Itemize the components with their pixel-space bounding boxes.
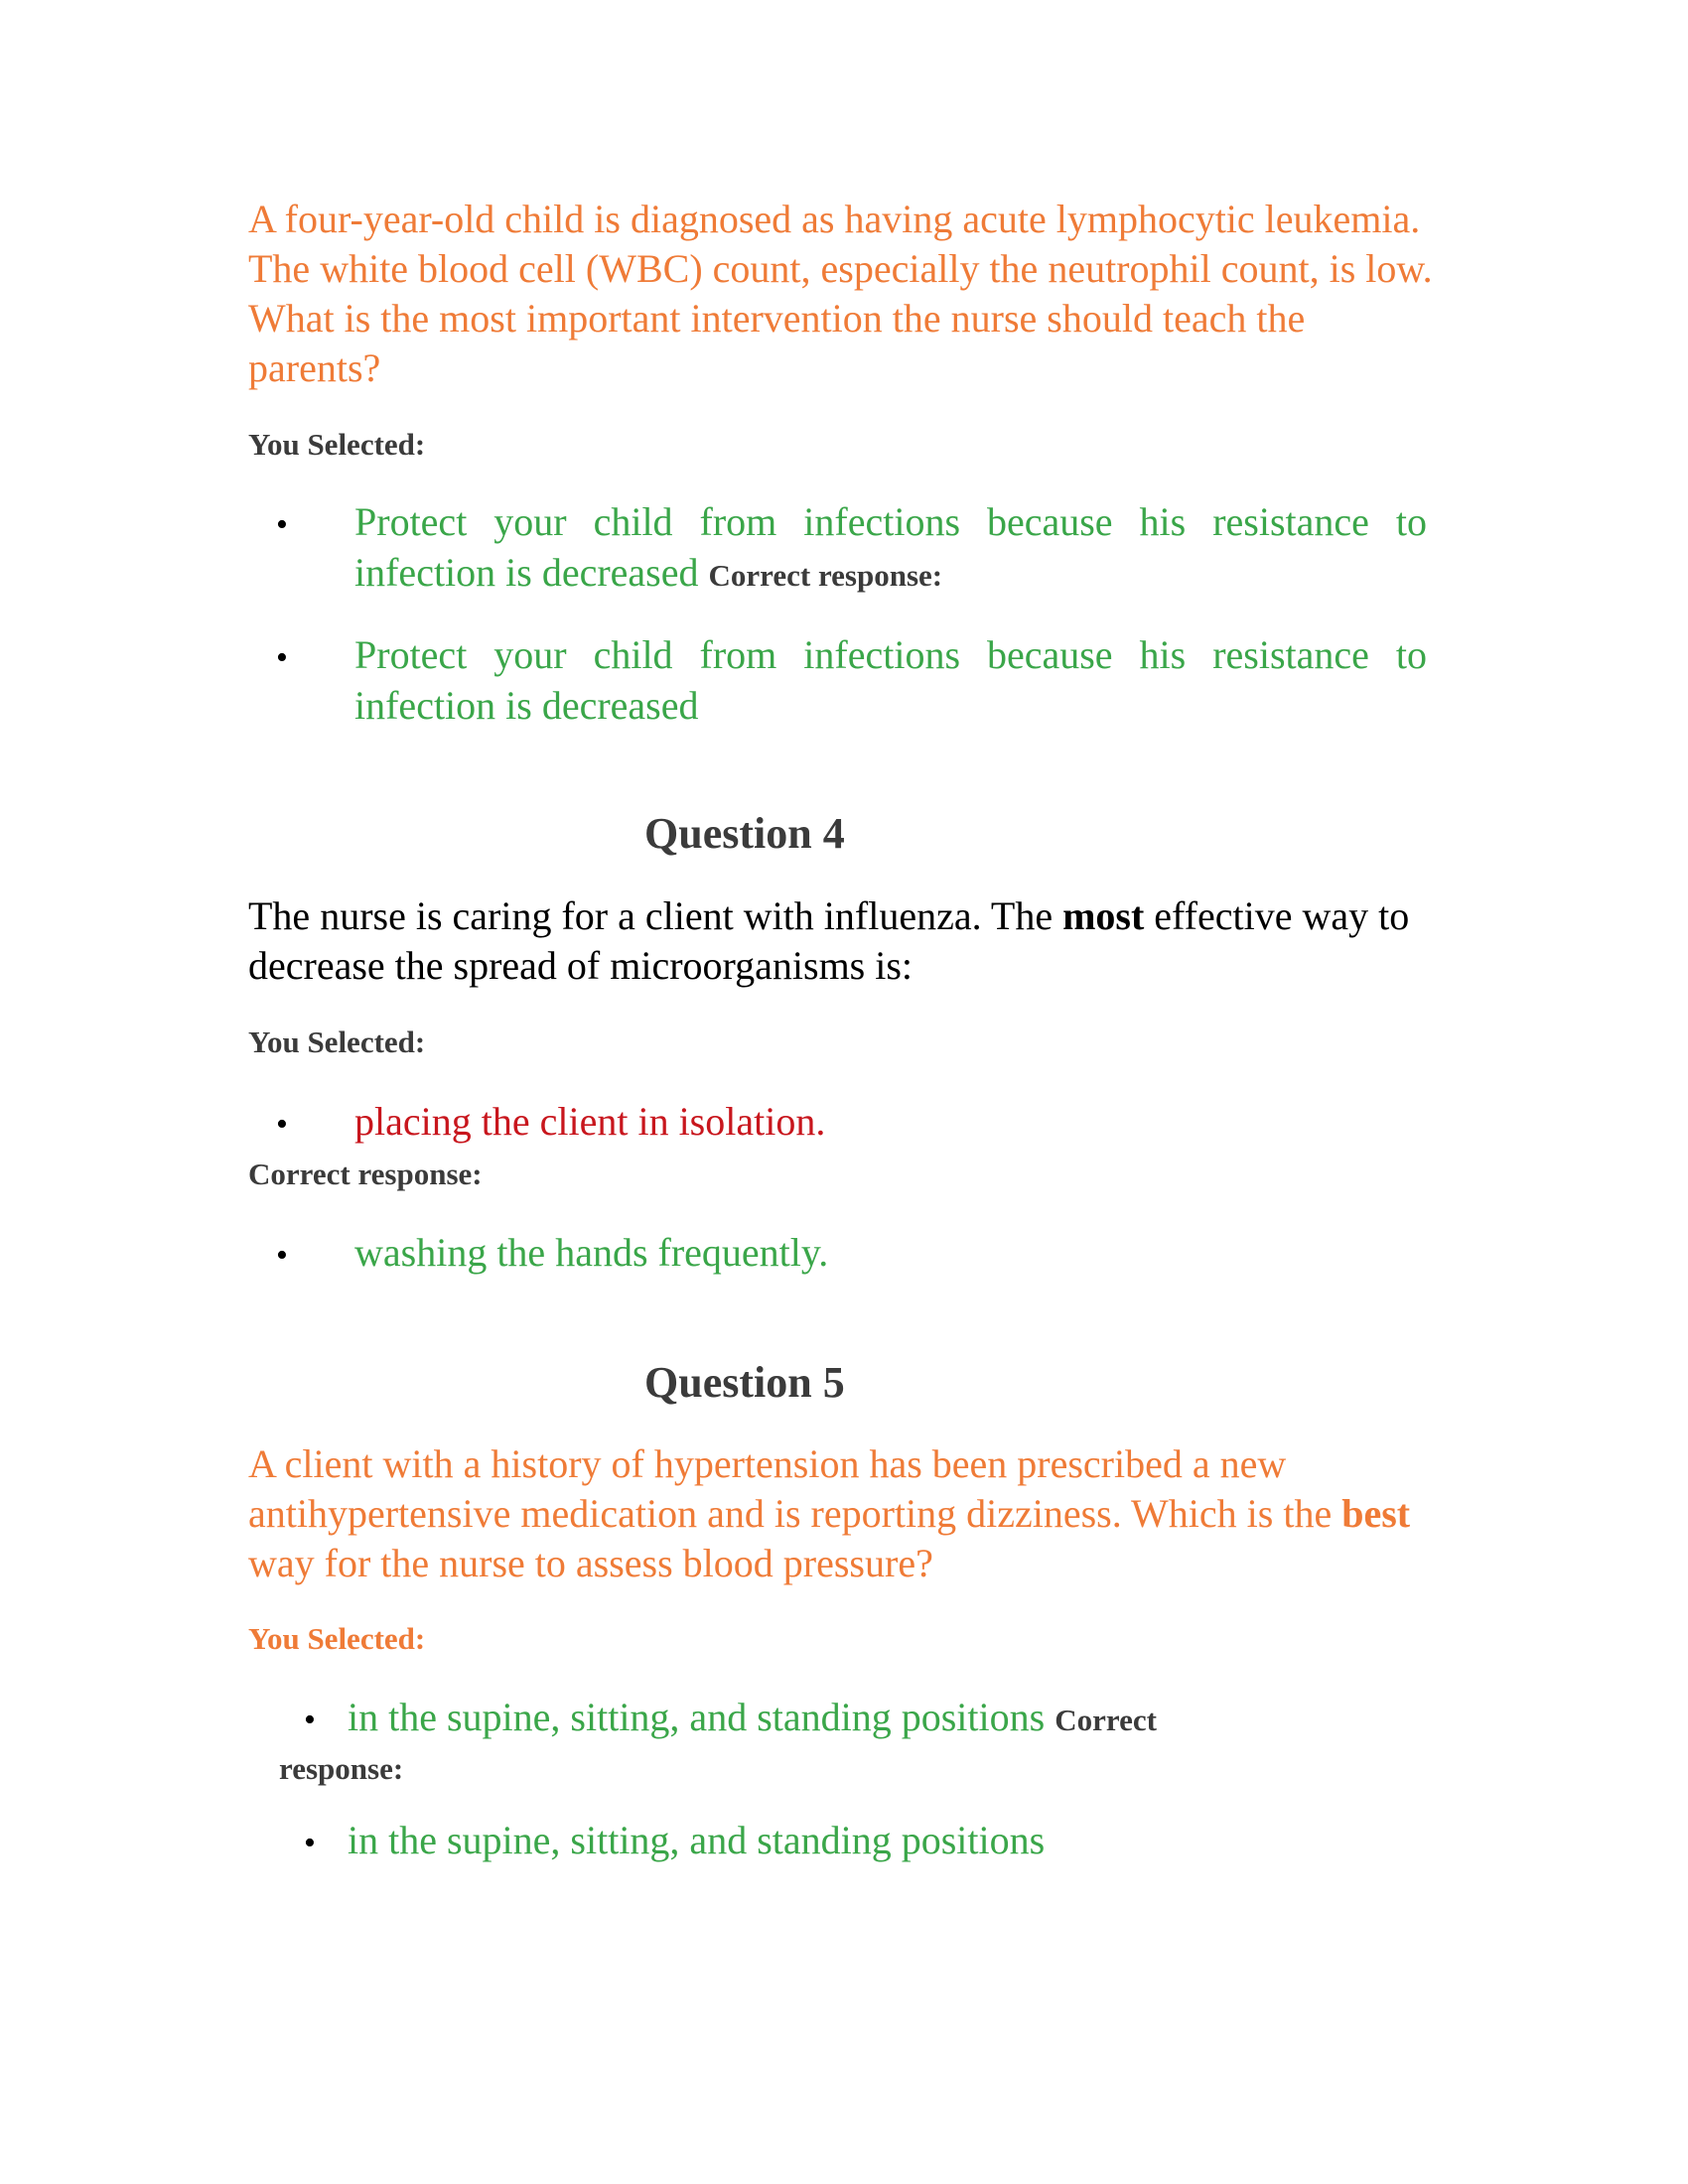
q4-selected-bullet-icon: • — [276, 1106, 288, 1143]
q4-you-selected-label: You Selected: — [248, 1024, 426, 1059]
q4-correct-response-label: Correct response: — [248, 1157, 483, 1191]
q5-selected-bullet-icon: • — [304, 1702, 316, 1738]
q4-question-part1: The nurse is caring for a client with influenza. The — [248, 893, 1063, 938]
q5-correct-label-word2: response: — [279, 1751, 404, 1786]
q3-question-text: A four-year-old child is diagnosed as having acute lymphocytic leukemia. The white blood cell (WBC) count, especially the neutrophil count, is low. What is the most important intervention the nurse should teach the parents? — [248, 197, 1433, 390]
q4-question-part2: effective way to decrease the spread of microorganisms is: — [248, 893, 1410, 988]
q3-correct-answer — [354, 629, 1427, 731]
q5-question-part1: A client with a history of hypertension has been prescribed a new antihypertensive medication and is reporting dizziness. Which is the — [248, 1441, 1342, 1536]
q5-question-emphasis: best — [1341, 1491, 1411, 1536]
q5-you-selected-label: You Selected: — [248, 1621, 426, 1656]
q5-correct-bullet-icon: • — [304, 1825, 316, 1861]
q5-selected-answer-text: in the supine, sitting, and standing positions — [348, 1695, 1046, 1739]
q5-correct-label-word1: Correct — [1055, 1703, 1157, 1737]
q5-correct-answer: in the supine, sitting, and standing positions — [348, 1818, 1046, 1862]
q4-correct-bullet-icon: • — [276, 1237, 288, 1274]
q3-correct-answer-line1: Protect your child from infections because his resistance to — [354, 632, 1427, 677]
q3-selected-answer-line1: Protect your child from infections because his resistance to — [354, 499, 1427, 544]
q3-selected-answer-line2: infection is decreased — [354, 550, 699, 595]
q3-correct-answer-line2: infection is decreased — [354, 683, 699, 728]
q3-correct-response-label: Correct response: — [708, 558, 943, 593]
q3-selected-bullet-icon: • — [276, 506, 288, 543]
q4-question-text — [248, 891, 1440, 991]
q5-heading: Question 5 — [644, 1358, 845, 1407]
q3-correct-bullet-icon: • — [276, 639, 288, 676]
q4-correct-answer: washing the hands frequently. — [354, 1230, 829, 1275]
q3-you-selected-label: You Selected: — [248, 427, 426, 462]
q5-question-text — [248, 1439, 1440, 1588]
q5-question-part2: way for the nurse to assess blood pressure? — [248, 1541, 933, 1585]
q4-selected-answer: placing the client in isolation. — [354, 1099, 826, 1144]
q4-heading: Question 4 — [644, 809, 845, 858]
q3-selected-answer — [354, 496, 1427, 601]
q5-selected-answer — [348, 1692, 1261, 1745]
q4-question-emphasis: most — [1062, 893, 1145, 938]
